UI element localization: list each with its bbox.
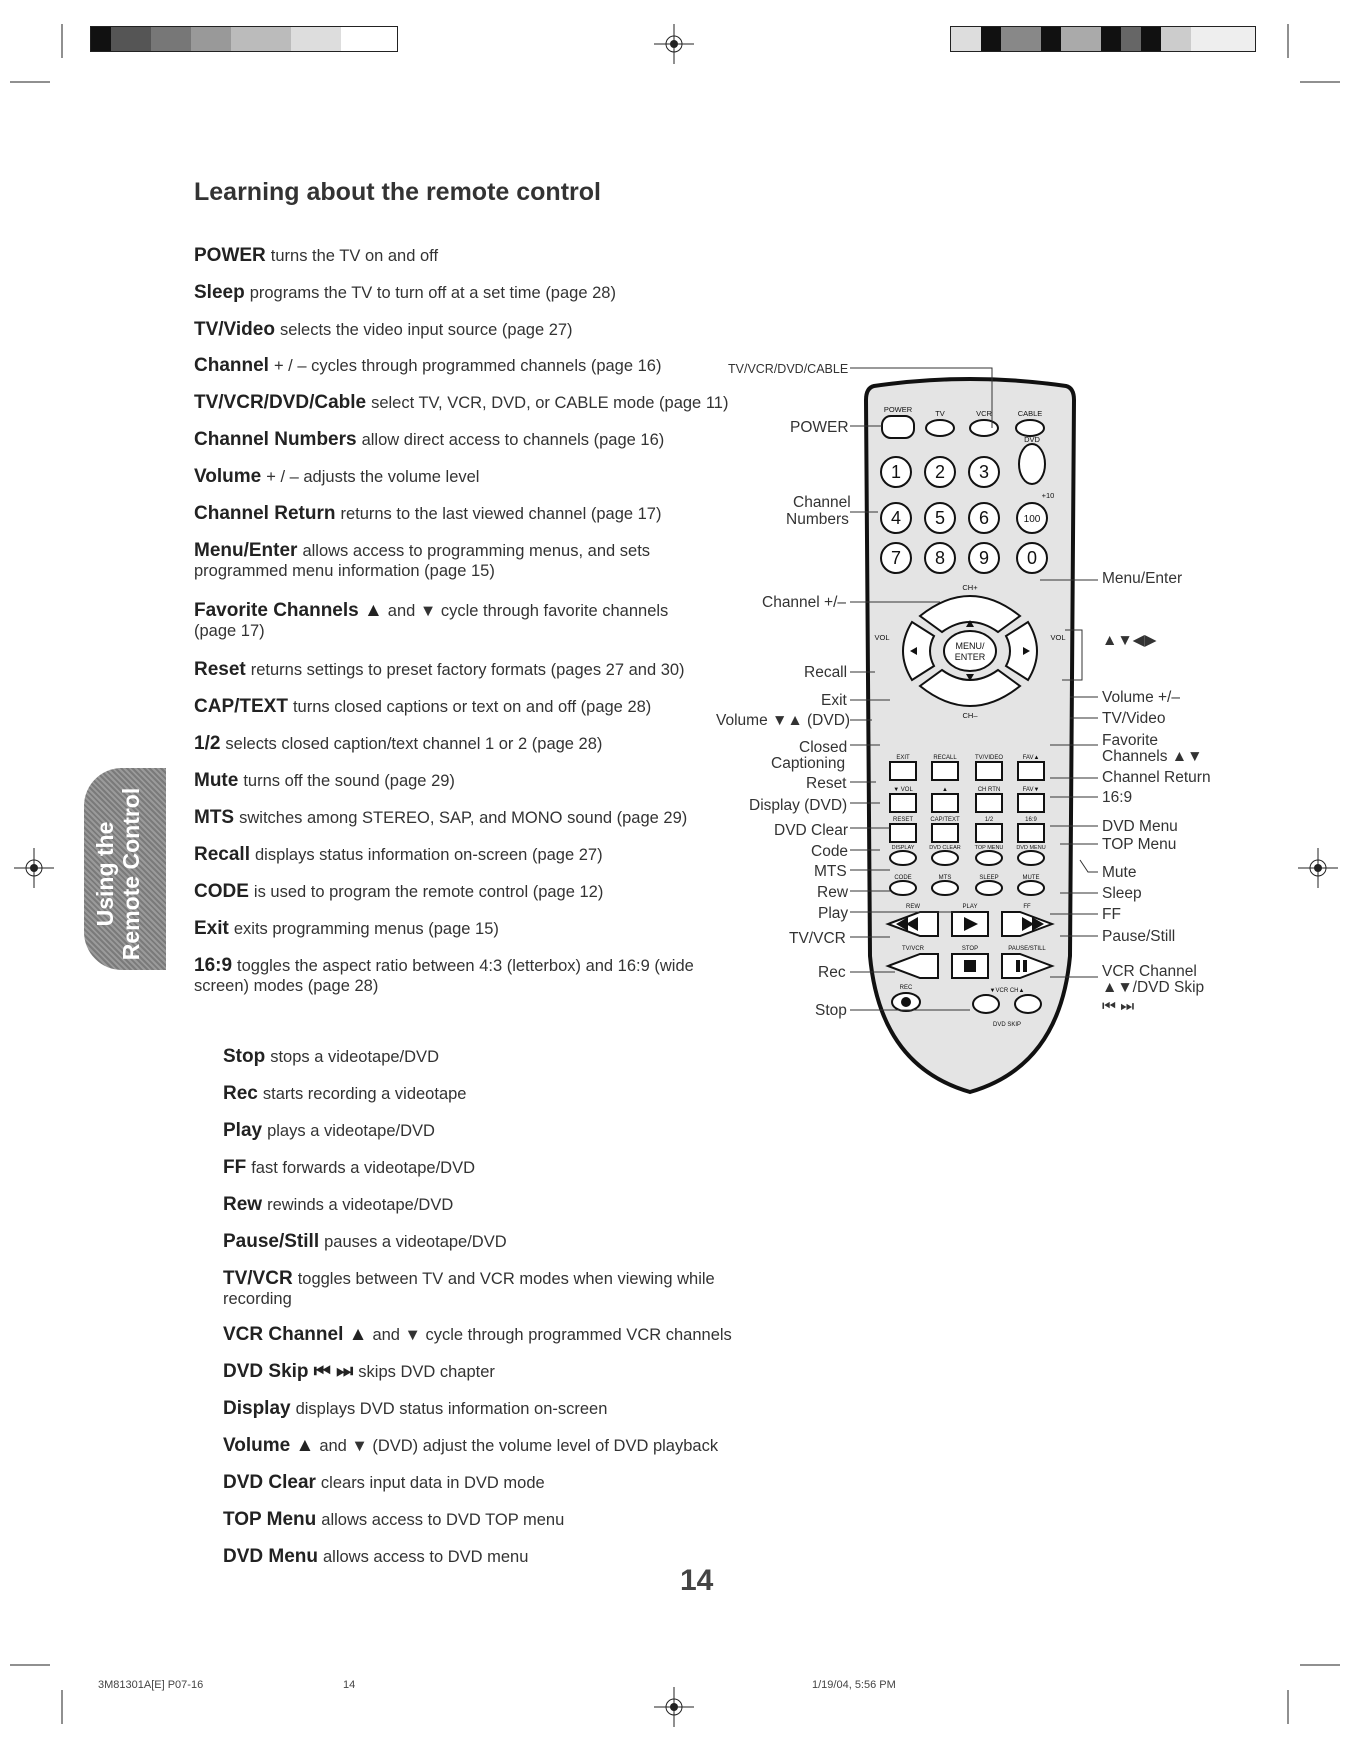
callout-label: Mute <box>1102 864 1137 881</box>
definition-item: TOP Menu allows access to DVD TOP menu <box>223 1509 565 1530</box>
remote-label: DVD <box>1024 435 1040 444</box>
callout-label: Rew <box>817 884 849 901</box>
remote-label: DVD SKIP <box>992 1022 1022 1028</box>
definition-item: 16:9 toggles the aspect ratio between 4:3 (letterbox) and 16:9 (wide screen) modes (page 28) <box>194 955 694 995</box>
remote-label: MENU/ <box>955 641 985 651</box>
callout-label: ▲▼◀▶ <box>1102 632 1157 649</box>
callout-label: TOP Menu <box>1102 836 1177 853</box>
remote-label: 1/2 <box>984 817 994 823</box>
remote-label: 5 <box>934 508 946 528</box>
remote-label: ▼VCR CH▲ <box>989 988 1025 994</box>
remote-label: PAUSE/STILL <box>1008 946 1046 952</box>
definition-item: TV/VCR/DVD/Cable select TV, VCR, DVD, or CABLE mode (page 11) <box>194 392 729 413</box>
callout-label: Rec <box>818 964 846 981</box>
remote-label: ▲ <box>942 787 948 793</box>
definition-item: Favorite Channels ▲ and ▼ cycle through favorite channels (page 17) <box>194 600 669 640</box>
callout-label: DVD Clear <box>774 822 849 839</box>
callout-label: TV/Video <box>1102 710 1166 727</box>
remote-label: POWER <box>883 405 913 414</box>
remote-label: CH+ <box>962 583 978 592</box>
callout-label: Play <box>818 905 849 922</box>
remote-label: DISPLAY <box>891 845 915 851</box>
remote-label: VCR <box>976 409 992 418</box>
remote-label: 8 <box>934 548 946 568</box>
remote-label: 2 <box>934 462 946 482</box>
callout-label: Channel Return <box>1102 769 1211 786</box>
callout-label: Recall <box>804 664 848 681</box>
definition-item: Channel + / – cycles through programmed channels (page 16) <box>194 355 662 376</box>
callout-label: Pause/Still <box>1102 928 1176 945</box>
callout-label: Sleep <box>1102 885 1142 902</box>
footer-right: 1/19/04, 5:56 PM <box>812 1679 896 1691</box>
callout-label: Channel <box>793 494 851 511</box>
remote-label: TOP MENU <box>974 845 1004 851</box>
definition-item: CODE is used to program the remote control (page 12) <box>194 881 604 902</box>
definition-item: Volume ▲ and ▼ (DVD) adjust the volume level of DVD playback <box>223 1435 719 1456</box>
callout-label: Channel +/– <box>762 594 847 611</box>
remote-label: 0 <box>1026 548 1038 568</box>
footer-mid: 14 <box>343 1679 356 1691</box>
callout-label: ▲▼/DVD Skip <box>1102 979 1205 996</box>
definition-item: CAP/TEXT turns closed captions or text on and off (page 28) <box>194 696 652 717</box>
definition-item: DVD Clear clears input data in DVD mode <box>223 1472 545 1493</box>
callout-label: Channels ▲▼ <box>1102 748 1203 765</box>
callout-label: Display (DVD) <box>749 797 848 814</box>
remote-label: TV/VIDEO <box>974 755 1004 761</box>
definition-item: 1/2 selects closed caption/text channel 1 or 2 (page 28) <box>194 733 603 754</box>
remote-label: EXIT <box>896 755 910 761</box>
page-number: 14 <box>680 1564 714 1597</box>
remote-label: MTS <box>938 875 952 881</box>
callout-label: 16:9 <box>1102 789 1133 806</box>
callout-label: Favorite <box>1102 732 1158 749</box>
definition-item: DVD Menu allows access to DVD menu <box>223 1546 529 1567</box>
remote-label: MUTE <box>1022 875 1040 881</box>
callout-label: Stop <box>815 1002 847 1019</box>
definition-item: Channel Return returns to the last viewed channel (page 17) <box>194 503 662 524</box>
callout-label: TV/VCR <box>789 930 846 947</box>
remote-label: VOL <box>874 633 890 642</box>
remote-label: TV <box>935 409 945 418</box>
definition-item: Channel Numbers allow direct access to channels (page 16) <box>194 429 665 450</box>
remote-label: SLEEP <box>979 875 999 881</box>
definition-item: TV/Video selects the video input source (page 27) <box>194 319 573 340</box>
callout-label: Code <box>811 843 849 860</box>
definition-item: DVD Skip ⏮ ⏭ skips DVD chapter <box>223 1361 495 1382</box>
callout-label: TV/VCR/DVD/CABLE <box>728 362 849 376</box>
definition-item: Pause/Still pauses a videotape/DVD <box>223 1231 507 1252</box>
callout-label: Volume +/– <box>1102 689 1180 706</box>
callout-label: ⏮ ⏭ <box>1102 998 1135 1015</box>
definition-item: Reset returns settings to preset factory formats (pages 27 and 30) <box>194 659 685 680</box>
definition-item: POWER turns the TV on and off <box>194 245 439 266</box>
callout-label: POWER <box>790 419 849 436</box>
remote-label: 4 <box>890 508 902 528</box>
remote-label: FF <box>1023 904 1031 910</box>
section-tab-label: Using the Remote Control <box>92 787 144 961</box>
callout-label: Menu/Enter <box>1102 570 1183 587</box>
remote-label: REW <box>906 904 920 910</box>
remote-label: RESET <box>892 817 914 823</box>
remote-label: CH RTN <box>977 787 1001 793</box>
definition-item: MTS switches among STEREO, SAP, and MONO sound (page 29) <box>194 807 688 828</box>
remote-label: FAV▲ <box>1022 755 1040 761</box>
callout-label: Captioning <box>771 755 846 772</box>
definition-item: TV/VCR toggles between TV and VCR modes when viewing while recording <box>223 1268 715 1308</box>
definition-item: Sleep programs the TV to turn off at a set time (page 28) <box>194 282 616 303</box>
remote-label: STOP <box>961 946 979 952</box>
callout-label: VCR Channel <box>1102 963 1197 980</box>
definition-item: Stop stops a videotape/DVD <box>223 1046 439 1067</box>
remote-label: +10 <box>1041 491 1055 500</box>
definition-item: Play plays a videotape/DVD <box>223 1120 435 1141</box>
definition-item: Display displays DVD status information on-screen <box>223 1398 608 1419</box>
definition-item: Volume + / – adjusts the volume level <box>194 466 480 487</box>
definition-item: FF fast forwards a videotape/DVD <box>223 1157 475 1178</box>
callout-label: Reset <box>806 775 847 792</box>
remote-label: CAP/TEXT <box>930 817 960 823</box>
remote-label: TV/VCR <box>901 946 925 952</box>
remote-label: ▼ VOL <box>893 787 913 793</box>
callout-label: FF <box>1102 906 1121 923</box>
remote-label: 3 <box>978 462 990 482</box>
remote-label: REC <box>899 985 913 991</box>
definition-item: Menu/Enter allows access to programming menus, and sets programmed menu information (page 15) <box>194 540 651 580</box>
definition-item: Mute turns off the sound (page 29) <box>194 770 455 791</box>
callout-label: MTS <box>814 863 847 880</box>
page-title: Learning about the remote control <box>194 178 601 206</box>
remote-label: 9 <box>978 548 990 568</box>
definition-item: Rec starts recording a videotape <box>223 1083 467 1104</box>
remote-label: CODE <box>894 875 912 881</box>
definition-item: Recall displays status information on-screen (page 27) <box>194 844 603 865</box>
callout-label: Exit <box>821 692 847 709</box>
definition-item: Rew rewinds a videotape/DVD <box>223 1194 454 1215</box>
remote-label: FAV▼ <box>1022 787 1040 793</box>
remote-label: CABLE <box>1017 409 1043 418</box>
remote-label: 7 <box>890 548 902 568</box>
remote-label: 16:9 <box>1025 817 1037 823</box>
callout-label: Numbers <box>786 511 849 528</box>
remote-label: 1 <box>890 462 902 482</box>
remote-label: ENTER <box>954 652 986 662</box>
remote-label: CH– <box>962 711 978 720</box>
remote-label: DVD MENU <box>1016 845 1046 851</box>
footer-left: 3M81301A[E] P07-16 <box>98 1679 204 1691</box>
remote-label: 100 <box>1023 514 1041 525</box>
remote-label: RECALL <box>933 755 957 761</box>
remote-label: PLAY <box>962 904 978 910</box>
callout-label: DVD Menu <box>1102 818 1178 835</box>
callout-label: Closed <box>799 739 848 756</box>
remote-label: VOL <box>1050 633 1066 642</box>
callout-label: Volume ▼▲ (DVD) <box>716 712 851 729</box>
definition-item: Exit exits programming menus (page 15) <box>194 918 499 939</box>
definition-item: VCR Channel ▲ and ▼ cycle through programmed VCR channels <box>223 1324 732 1345</box>
remote-label: 6 <box>978 508 990 528</box>
remote-label: DVD CLEAR <box>929 845 961 851</box>
